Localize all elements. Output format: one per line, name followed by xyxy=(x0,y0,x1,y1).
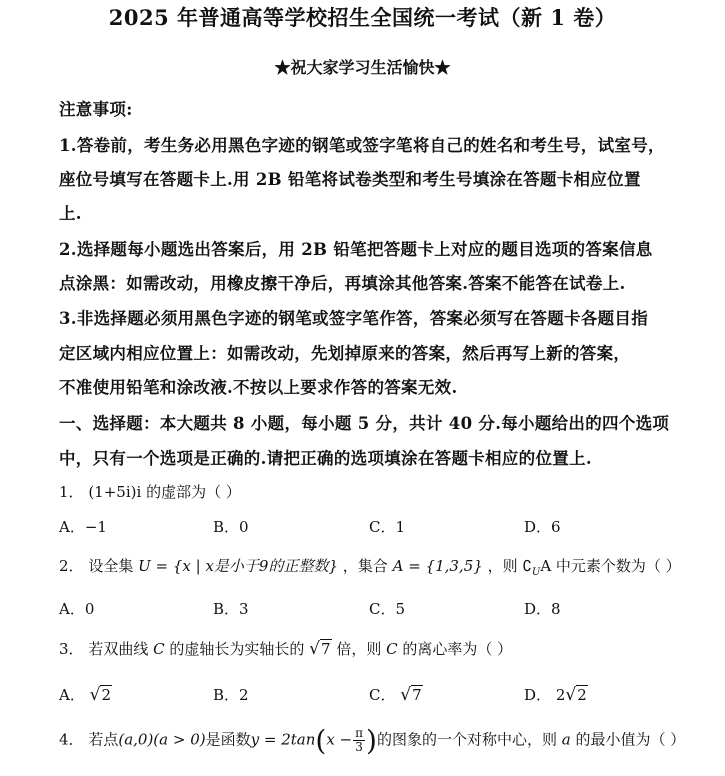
point-expression: (a,0)(a > 0) xyxy=(118,730,206,749)
option-a xyxy=(59,684,112,705)
question-number: 3． xyxy=(59,640,84,658)
complement-subscript: U xyxy=(531,567,541,578)
function-expression: y = 2tan xyxy=(250,730,316,749)
question-text: ，则 ∁ xyxy=(487,557,532,575)
question-text: 的最小值为（ ） xyxy=(570,730,686,749)
option-d xyxy=(524,684,588,705)
question-4 xyxy=(59,724,685,757)
question-text: 设全集 xyxy=(88,557,134,575)
radicand: 7 xyxy=(412,686,422,704)
option-label: A． xyxy=(59,686,85,704)
option-c: C．5 xyxy=(369,600,406,618)
square-root: √7 xyxy=(400,685,422,705)
function-argument: x − xyxy=(326,730,353,749)
option-label: C． xyxy=(369,686,396,704)
question-text: 若点 xyxy=(88,730,119,749)
hyperbola-symbol: C xyxy=(153,640,165,658)
question-text: 的虚轴长为实轴长的 xyxy=(164,640,305,658)
notice-line: 不准使用铅笔和涂改液.不按以上要求作答的答案无效. xyxy=(59,378,458,397)
question-text: 是函数 xyxy=(205,730,251,749)
set-a: A = {1,3,5} xyxy=(392,557,483,575)
option-label: B．2 xyxy=(213,686,249,704)
option-b xyxy=(213,684,249,705)
question-text: 的图象的一个对称中心，则 xyxy=(376,730,562,749)
complex-expression: (1+5i)i xyxy=(88,483,142,501)
hyperbola-symbol: C xyxy=(386,640,398,658)
notice-line: 1.答卷前，考生务必用黑色字迹的钢笔或签字笔将自己的姓名和考生号，试室号， xyxy=(59,136,665,155)
question-number: 2． xyxy=(59,557,84,575)
notice-line: 2.选择题每小题选出答案后，用 2B 铅笔把答题卡上对应的题目选项的答案信息 xyxy=(59,240,653,259)
option-b: B．0 xyxy=(213,518,249,536)
option-c xyxy=(369,684,423,705)
square-root: √2 xyxy=(565,685,587,705)
exam-subtitle: ★祝大家学习生活愉快★ xyxy=(274,58,451,77)
question-number: 4． xyxy=(59,730,84,749)
variable-a: a xyxy=(561,730,571,749)
option-a: A．0 xyxy=(59,600,95,618)
option-b: B．3 xyxy=(213,600,249,618)
universal-set: U = {x | x是小于9的正整数} xyxy=(138,557,339,575)
question-text: A 中元素个数为（ ） xyxy=(540,557,681,575)
section-header: 一、选择题：本大题共 8 小题，每小题 5 分，共计 40 分.每小题给出的四个选项 xyxy=(59,414,670,433)
exam-title: 2025 年普通高等学校招生全国统一考试（新 1 卷） xyxy=(108,5,617,30)
notice-line: 座位号填写在答题卡上.用 2B 铅笔将试卷类型和考生号填涂在答题卡相应位置 xyxy=(59,170,641,189)
question-3 xyxy=(59,638,512,659)
option-a: A．−1 xyxy=(59,518,107,536)
question-1 xyxy=(59,481,241,502)
radicand: 2 xyxy=(101,686,112,704)
fraction-numerator: π xyxy=(355,726,364,740)
question-text: 若双曲线 xyxy=(88,640,154,658)
radicand: 2 xyxy=(577,686,587,704)
section-instruction: 中，只有一个选项是正确的.请把正确的选项填涂在答题卡相应的位置上. xyxy=(59,449,592,468)
square-root: √2 xyxy=(89,685,112,705)
question-text: 倍，则 xyxy=(331,640,387,658)
notice-line: 定区域内相应位置上：如需改动，先划掉原来的答案，然后再写上新的答案， xyxy=(59,344,631,363)
right-paren: ) xyxy=(366,724,377,757)
question-text: 的离心率为（ ） xyxy=(397,640,513,658)
question-number: 1． xyxy=(59,483,84,501)
fraction xyxy=(353,727,365,754)
left-paren: ( xyxy=(315,724,327,757)
question-2 xyxy=(59,555,681,578)
question-text: ，集合 xyxy=(342,557,388,575)
option-d: D．8 xyxy=(524,600,561,618)
question-text: 的虚部为（ ） xyxy=(146,483,241,501)
notice-line: 点涂黑：如需改动，用橡皮擦干净后，再填涂其他答案.答案不能答在试卷上. xyxy=(59,274,626,293)
coefficient: 2 xyxy=(555,686,566,704)
notice-line: 上. xyxy=(59,204,82,223)
notice-line: 3.非选择题必须用黑色字迹的钢笔或签字笔作答，答案必须写在答题卡各题目指 xyxy=(59,309,649,328)
radicand: 7 xyxy=(321,640,331,658)
notice-heading: 注意事项: xyxy=(59,100,133,119)
option-label: D． xyxy=(524,686,552,704)
square-root: √7 xyxy=(309,639,331,659)
option-d: D．6 xyxy=(524,518,561,536)
fraction-denominator: 3 xyxy=(355,740,363,754)
option-c: C．1 xyxy=(369,518,406,536)
